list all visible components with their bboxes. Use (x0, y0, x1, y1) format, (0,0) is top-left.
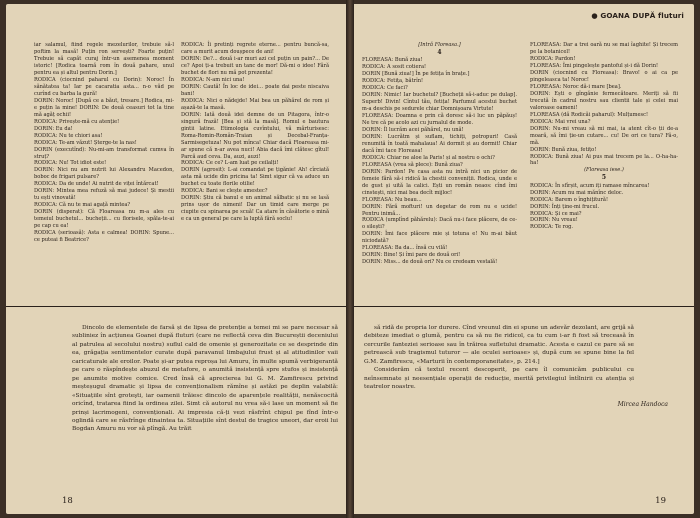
dialogue-line: RODICA: N-am nici una! (181, 76, 245, 83)
dialogue-line: FLOREASA: Ba da... însă cu vilă! (362, 245, 448, 252)
dialogue-line: RODICA: Bani se clește amestec? (181, 188, 268, 195)
dialogue-line: DORIN: Îmi face plăcere mie și totuna e! Nu m-ai băut niciodată? (362, 231, 517, 245)
dialogue-line: RODICA: Privește-mă cu atenție! (34, 118, 120, 125)
right-page (354, 4, 694, 514)
commentary-paragraph: Considerăm că textul recent descoperit, pe care îl comunicăm publicului cu neînsemnate și neesențiale operații de reducție, merită privilegiul întîlnirii cu atenția și teatrelor noastre. (364, 367, 634, 391)
commentary-paragraph: Dincolo de elementele de farsă și de lipsa de pretenție a temei mi se pare necesar să subliniez în acțiunea Goanei după fluturi (care ne reflectă ceva din Bucureștii deceniului al patrulea al secolului nostru) suflul cald de omenie și generozitate ce se desprinde din ea, grăgația sentimentelor curate după paravanul limbajului frust și al atitudinilor vaii caricaturale ale eroilor. Poate și-ar putea reproșa lui Amuru, în multe spumă verbigerantă pe care o răspîndește abuzul de metafore, o anumită insistență spre stufos și insistență pe anumite motive comice. Cred însă că aprecierea lui G. M. Zamfirescu privind meșteșugul dramatic și lipsa de convenționalism rămîne și astăzi pe deplin valabilă: «Situațiile sînt groteşti, iar oamenii trăiesc dincolo de aparențele realității, nenăscocită oricînd, tratarea fiind la ordinea zilei. Simt că autorul nu vrea să-i lase un moment să fie prinși lacrimogeni, convenționali. Ai impresia că-ți vezi răsfrînt chipul pe fînd într-o oglindă care se răsfrînge dinaintea ta. Situațiile sînt destul de tragice uneori, dar eroii lui Bogdan Amuru nu vor să plîngă. Au trăit (72, 325, 338, 433)
dialogue-line: DORIN (disperat): Că Floareasa nu m-a ales cu temeiul buchetul... bucheții... cu florisele, spăla-te-ai pe cap cu ea! (34, 209, 174, 230)
dialogue-line: RODICA: Ce ce? L-am luat pe ceilalți! (181, 160, 279, 167)
dialogue-line: RODICA: Te rog. (530, 224, 574, 231)
dialogue-line: DORIN: Îl lucrăm acei păhărel, nu ună! (362, 126, 464, 133)
dialogue-line: DORIN: Iată două idei demne de un Pitagora, într-o singură frază! [Bea și stă la masă]. Romul e bautura gintii latine. Etimologia cuvîntului, vă mărturisesc: Roma-Romin-Român-Traian și Decebal-Franța-Sarmisegetuza! Nu pot mînca! Chiar dacă Floareasa mi-ar spune că n-ar avea nuci! Abia dacă îmi clătesc gîtul! Parcă aud ceva. Da, auzi, auzi! (181, 111, 329, 160)
dialogue-line: RODICA: Nu te chiori asa! (34, 132, 103, 139)
signature: Mircea Handoca (617, 401, 668, 408)
dialogue-line: DORIN: De?... două i-ar muri azi cel puțin un pain?... De ce? Apoi ți-a trebuit un tanc de mor! Dă-mi o idee! Fără buchet de flori nu mă pot prezenta! (181, 55, 329, 76)
dialogue-line: DORIN [Bună ziua!] În pe fetița în brațe.] (362, 71, 470, 78)
dialogue-line: DORIN: Bună ziua, fetițo! (530, 146, 597, 153)
dialogue-line: RODICA: Mai vrei una? (530, 118, 591, 125)
dialogue-line: DORIN: Mintea mea refuză să mai judece! Și mestii tu ești vinovată! (34, 188, 174, 202)
dialogue-line: RODICA: Pardon! (530, 55, 576, 62)
dialogue-line: (Floreasa iese.) (584, 167, 624, 174)
dialogue-line: FLOREASA (vrea să plece): Bună ziua? (362, 161, 463, 168)
right-column-1 (362, 42, 517, 294)
dialogue-line: DORIN: Eu da! (34, 125, 73, 132)
dialogue-line: RODICA: Da de unde! Ai nutrit de viței întărcat! (34, 181, 159, 188)
right-column-2 (530, 42, 678, 294)
left-column-1 (34, 42, 174, 294)
dialogue-line: FLOREASA: Îmi pingelește pantoful și-i dă Dorin! (530, 62, 659, 69)
section-rule (6, 306, 346, 307)
page-number-right: 19 (655, 496, 666, 506)
dialogue-line: 5 (601, 174, 607, 182)
right-commentary (364, 324, 634, 424)
dialogue-line: DORIN: Înți ține-mi frucul. (530, 203, 600, 210)
dialogue-line: DORIN: Ești o gîngănie fermecătoare. Meriți să fii trecută în cadrul nostru sau clientii tale și celei mai valoroase oameni! (530, 90, 678, 111)
dialogue-line: RODICA: Chiar ne aloe la Paris! și al nostru o ochi? (362, 154, 495, 161)
dialogue-line: DORIN: Bine! Și îmi pare de două ori! (362, 252, 461, 259)
dialogue-line: RODICA: Te-am văzut! Șterge-te la nas! (34, 139, 137, 146)
dialogue-line: RODICA (serioasă): Asta e calmea! DORIN: Spune... ce puteai fi Beatrice? (34, 230, 174, 244)
dialogue-line: RODICA: Bună ziua! Ai pus mai trecem pe la... O-ha-ha-ha! (530, 153, 678, 167)
dialogue-line: RODICA: Și ce mai? (530, 210, 582, 217)
left-commentary (72, 324, 338, 464)
dialogue-line: RODICA: Nu! Tot idiot este! (34, 160, 107, 167)
dialogue-line: RODICA: Fetița, bătrîn! (362, 78, 424, 85)
dialogue-line: DORIN: Fără mofturi! un degetar de rom nu e ucide! Pentru inimă... (362, 203, 517, 217)
dialogue-line: FLOREASA: Noroc dă-i mare [bea]. (530, 83, 622, 90)
running-head-title: GOANA DUPĂ fluturi (600, 11, 684, 20)
dialogue-line: RODICA (ciocnind paharul cu Dorin): Noroc! În sănătatea ta! Iar pe cacaratia asta... n-o văd pe curînd cu barba la gură! (34, 76, 174, 97)
dialogue-line: 4 (437, 48, 442, 56)
dialogue-line: DORIN: Nici nu am nutrit lui Alexandru Macedon, boboc de frigari pulsare? (34, 167, 174, 181)
dialogue-line: DORIN: Acum nu mai mănînc deloc. (530, 189, 624, 196)
dialogue-line: RODICA: Că nu te mai agață mintea? (34, 202, 131, 209)
dialogue-line: DORIN: Nu vreau! (530, 217, 578, 224)
running-head: ● GOANA DUPĂ fluturi (591, 11, 684, 20)
dialogue-line: iar salamul, fiind regele mezelurilor, trebuie să-l poftim la masă! Puțin ron servești? Foarte puțin! Trebuie să capăt curaj într-un asemenea moment istoric! [Rodica toarnă rom în două pahare, unul pentru ea și altul pentru Dorin.] (34, 42, 174, 76)
dialogue-line: RODICA: Nici o nădejde! Mai bea un păhărel de rom și așază-te la masă. (181, 97, 329, 111)
dialogue-line: DORIN: Miss... de două ori? Nu ce credeam vestală! (362, 259, 498, 266)
dialogue-line: FLOREASA (dă Rodicăi paharul): Mulțumesc! (530, 111, 649, 118)
dialogue-line: DORIN: Caută! În loc de idei... poate dai peste niscaiva bani! (181, 83, 329, 97)
section-rule-right (354, 306, 694, 307)
left-page (6, 4, 346, 514)
dialogue-line: DORIN: Lucrătm și suflam, tichiți, potropuri! Casă renumită în toată mahalaua! Ai dormit și au dormit! Chiar dacă îmi tace Floreasa! (362, 133, 517, 154)
dialogue-line: RODICA: A sosit cotiera! (362, 64, 427, 71)
dialogue-line: DORIN (agrosit): L-ai comandat pe țigănie! Ah! cîrciată asta mă ucide din pricina ta! Simt sigur că va aduce un buchet cu toate florile otilie! (181, 167, 329, 188)
dialogue-line: DORIN: Nu-mi vreau să mi mai, ia atent cît-o ții de-a moară, să îmi ție-un cutare... cu! De ori ce tura? Fă-o, mă. (530, 125, 678, 146)
dialogue-line: RODICA: În sfîrșit, acum iți ramase mîncarea! (530, 182, 650, 189)
dialogue-line: FLOREASA: Nu beau... (362, 196, 422, 203)
dialogue-line: [Intră Floreasa.] (418, 42, 461, 48)
dialogue-line: DORIN: Nimic! Iar buchetul? [Bucheții să-i-aduc pe dulap]. Superb! Divin! Cîntul tău, fetița! Parfumul acestui buchet m-a deschis pe sedurele chiar Domnișoara Virtute! (362, 92, 517, 112)
dialogue-line: DORIN (executînd): Nu-mi-am transformat cumva în struț? (34, 146, 174, 160)
book-gutter (346, 0, 354, 518)
dialogue-line: RODICA: Barem o înghițitură! (530, 196, 608, 203)
dialogue-line: RODICA: Ce faci? (362, 85, 408, 92)
dialogue-line: FLOREASA: Bună ziua! (362, 57, 423, 64)
commentary-paragraph: să ridă de propria lor durere. Cînd vreunul din ei spune un adevăr dezolant, are grijă să debiteze imediat o glumă, pentru ca să nu fie ridicol, ca tu cum i-ar fi fost să treceasă în cercurile fanteziei serioase sau în trăirea sufletului dramatic. Acesta e cazul ce pare să se petrească sub tragismul tuturor — ale oculei serioase» și, după cum se spune bine la fel G.M. Zamfirescu, «Marturii în contemporaneitate», p. 214.] (364, 325, 634, 365)
dialogue-line: FLOREASA: Dar a trei oară nu se mai îaghite! Și trecem pe la botanicel! (530, 42, 678, 55)
dialogue-line: DORIN: Știu că banul e un animal sălbatic și nu se lasă prins ușor de nimeni! Dar un timid care merge pe ciupite cu spinarea pe scuă! Ca atare în căsătorie o mină e ca un general pe care la luptă fără soclu! (181, 195, 329, 223)
dialogue-line: RODICA: Îi pretinți regrete eterne... pentru buncă-sa, care a murit acum doușpece de ani! (181, 42, 329, 55)
page-number-left: 18 (62, 496, 73, 506)
dialogue-line: RODICA (umplînd păhărelu): Dacă nu-i face plăcere, de ce-o silești? (362, 217, 517, 231)
dialogue-line: DORIN: Pardon! Pe casa asta nu intră nici un picior de femeie fără să-i ridică la chestii conveniții. Rodica, unde e de gust și uită la calici. Ești un român neaos: cînd îmi cinstești, nici mai bea decît mijloc! (362, 168, 517, 196)
dialogue-line: DORIN: Noroc! [După ce a băut, tresare.] Rodica, mi-e puțin la mine! DORIN: De două ceasuri tot la tine mă agăț ochii! (34, 97, 174, 118)
left-column-2 (181, 42, 329, 294)
dialogue-line: FLOREASA: Doamna e prin că doresc să-i luc un păpăuș! Ne tre că pe acolo azi cu jurnalul de mode. (362, 112, 517, 126)
dialogue-line: DORIN (ciocnind cu Floreasa): Bravo! o ai ca pe pingeleasca ta! Noroc! (530, 69, 678, 83)
